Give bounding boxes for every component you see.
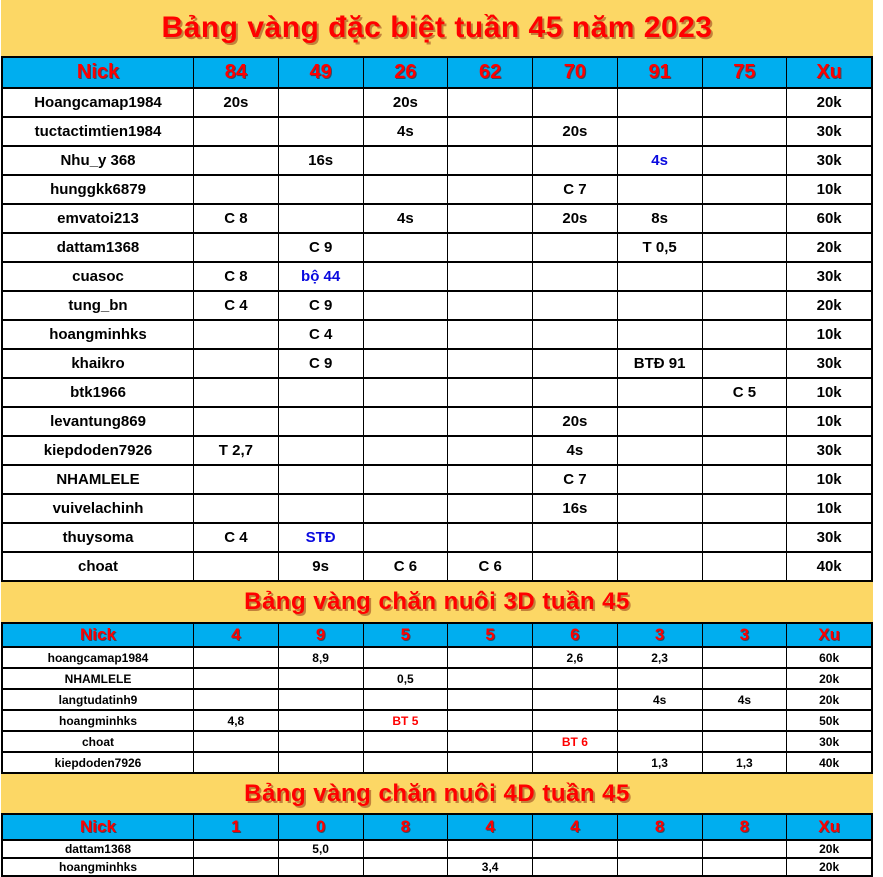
nick-cell: thuysoma (3, 524, 193, 551)
value-cell (618, 669, 702, 688)
value-cell: 4s (703, 690, 787, 709)
special-board-body (1, 87, 873, 582)
header-cell-3: 3 (618, 624, 702, 646)
nick-cell: NHAMLELE (3, 669, 193, 688)
value-cell (279, 495, 363, 522)
value-cell (533, 89, 617, 116)
value-cell (448, 292, 532, 319)
value-cell: 20s (364, 89, 448, 116)
special-board-header-row (1, 56, 873, 87)
value-cell: 3,4 (448, 859, 532, 875)
value-cell (448, 841, 532, 857)
value-cell: 2,6 (533, 648, 617, 667)
header-cell-3: 3 (703, 624, 787, 646)
header-cell-4: 4 (448, 815, 532, 839)
value-cell (533, 669, 617, 688)
xu-cell: 10k (787, 176, 871, 203)
channuoi-3d-body (1, 646, 873, 774)
nick-cell: Hoangcamap1984 (3, 89, 193, 116)
value-cell (533, 524, 617, 551)
value-cell (194, 379, 278, 406)
xu-cell: 30k (787, 118, 871, 145)
value-cell (194, 234, 278, 261)
value-cell (703, 118, 787, 145)
value-cell (533, 147, 617, 174)
value-cell (279, 89, 363, 116)
value-cell (194, 669, 278, 688)
value-cell (194, 753, 278, 772)
nick-cell: emvatoi213 (3, 205, 193, 232)
value-cell (618, 379, 702, 406)
value-cell (533, 321, 617, 348)
header-cell-8: 8 (364, 815, 448, 839)
header-cell-xu: Xu (787, 58, 871, 87)
value-cell (618, 263, 702, 290)
value-cell: 1,3 (703, 753, 787, 772)
nick-cell: levantung869 (3, 408, 193, 435)
nick-cell: hoangcamap1984 (3, 648, 193, 667)
value-cell: 20s (533, 408, 617, 435)
value-cell (279, 732, 363, 751)
header-cell-4: 4 (533, 815, 617, 839)
value-cell (448, 263, 532, 290)
value-cell (279, 205, 363, 232)
value-cell (364, 234, 448, 261)
value-cell (448, 648, 532, 667)
value-cell: C 5 (703, 379, 787, 406)
xu-cell: 20k (787, 841, 871, 857)
value-cell: C 7 (533, 466, 617, 493)
xu-cell: 30k (787, 437, 871, 464)
value-cell: 20s (194, 89, 278, 116)
value-cell (364, 648, 448, 667)
value-cell (703, 669, 787, 688)
value-cell: C 8 (194, 205, 278, 232)
xu-cell: 60k (787, 648, 871, 667)
value-cell: 4s (533, 437, 617, 464)
value-cell (618, 524, 702, 551)
value-cell: C 4 (279, 321, 363, 348)
value-cell (618, 118, 702, 145)
nick-cell: dattam1368 (3, 841, 193, 857)
value-cell (533, 292, 617, 319)
value-cell (703, 234, 787, 261)
xu-cell: 10k (787, 379, 871, 406)
value-cell: 20s (533, 205, 617, 232)
value-cell: 4s (364, 205, 448, 232)
value-cell (703, 648, 787, 667)
value-cell (448, 147, 532, 174)
xu-cell: 20k (787, 89, 871, 116)
value-cell (364, 732, 448, 751)
value-cell (703, 495, 787, 522)
value-cell: bộ 44 (279, 263, 363, 290)
value-cell (194, 648, 278, 667)
value-cell: C 8 (194, 263, 278, 290)
value-cell (364, 292, 448, 319)
value-cell (448, 118, 532, 145)
value-cell (448, 205, 532, 232)
header-cell-xu: Xu (787, 815, 871, 839)
value-cell: 0,5 (364, 669, 448, 688)
special-board-title: Bảng vàng đặc biệt tuần 45 năm 2023 (1, 0, 873, 56)
value-cell (364, 321, 448, 348)
value-cell (194, 690, 278, 709)
header-cell-70: 70 (533, 58, 617, 87)
value-cell (194, 466, 278, 493)
value-cell (279, 753, 363, 772)
nick-cell: kiepdoden7926 (3, 437, 193, 464)
value-cell (194, 732, 278, 751)
value-cell (448, 176, 532, 203)
value-cell (618, 89, 702, 116)
nick-cell: dattam1368 (3, 234, 193, 261)
value-cell: T 0,5 (618, 234, 702, 261)
value-cell (279, 408, 363, 435)
gold-board-page (1, 0, 873, 877)
value-cell (364, 841, 448, 857)
value-cell (703, 176, 787, 203)
nick-cell: hoangminhks (3, 321, 193, 348)
value-cell: BT 6 (533, 732, 617, 751)
value-cell (618, 321, 702, 348)
xu-cell: 50k (787, 711, 871, 730)
value-cell: C 6 (364, 553, 448, 580)
value-cell (364, 263, 448, 290)
xu-cell: 20k (787, 669, 871, 688)
header-cell-5: 5 (364, 624, 448, 646)
value-cell: 8s (618, 205, 702, 232)
value-cell (703, 147, 787, 174)
value-cell: 9s (279, 553, 363, 580)
value-cell (533, 553, 617, 580)
value-cell (703, 408, 787, 435)
value-cell (533, 711, 617, 730)
value-cell (448, 690, 532, 709)
xu-cell: 30k (787, 263, 871, 290)
header-cell-9: 9 (279, 624, 363, 646)
value-cell: 8,9 (279, 648, 363, 667)
channuoi-4d-body (1, 839, 873, 877)
value-cell (618, 466, 702, 493)
nick-cell: hoangminhks (3, 859, 193, 875)
value-cell (703, 466, 787, 493)
header-cell-75: 75 (703, 58, 787, 87)
xu-cell: 30k (787, 350, 871, 377)
value-cell (279, 466, 363, 493)
value-cell: 4s (618, 690, 702, 709)
nick-cell: khaikro (3, 350, 193, 377)
nick-cell: hoangminhks (3, 711, 193, 730)
value-cell (703, 263, 787, 290)
xu-cell: 10k (787, 466, 871, 493)
value-cell (533, 234, 617, 261)
value-cell (448, 234, 532, 261)
value-cell (364, 147, 448, 174)
xu-cell: 20k (787, 234, 871, 261)
value-cell (448, 524, 532, 551)
header-cell-6: 6 (533, 624, 617, 646)
value-cell: C 9 (279, 350, 363, 377)
value-cell (618, 176, 702, 203)
value-cell (618, 408, 702, 435)
value-cell (703, 292, 787, 319)
value-cell (279, 379, 363, 406)
special-week-board (1, 0, 873, 582)
value-cell (448, 350, 532, 377)
value-cell (618, 732, 702, 751)
value-cell (279, 176, 363, 203)
value-cell: T 2,7 (194, 437, 278, 464)
value-cell (703, 350, 787, 377)
value-cell (194, 350, 278, 377)
value-cell (618, 711, 702, 730)
xu-cell: 30k (787, 147, 871, 174)
value-cell: C 9 (279, 234, 363, 261)
value-cell (533, 753, 617, 772)
value-cell (279, 711, 363, 730)
value-cell (448, 732, 532, 751)
xu-cell: 20k (787, 859, 871, 875)
value-cell (194, 408, 278, 435)
value-cell (448, 669, 532, 688)
xu-cell: 10k (787, 321, 871, 348)
value-cell (364, 176, 448, 203)
value-cell (448, 495, 532, 522)
xu-cell: 30k (787, 732, 871, 751)
value-cell: C 4 (194, 524, 278, 551)
value-cell: BT 5 (364, 711, 448, 730)
value-cell (194, 321, 278, 348)
xu-cell: 60k (787, 205, 871, 232)
value-cell (448, 408, 532, 435)
header-cell-1: 1 (194, 815, 278, 839)
channuoi-4d-title: Bảng vàng chăn nuôi 4D tuần 45 (1, 774, 873, 813)
value-cell (194, 118, 278, 145)
value-cell (194, 495, 278, 522)
header-cell-nick: Nick (3, 815, 193, 839)
nick-cell: btk1966 (3, 379, 193, 406)
value-cell (533, 350, 617, 377)
value-cell: 4,8 (194, 711, 278, 730)
value-cell (364, 408, 448, 435)
nick-cell: choat (3, 732, 193, 751)
value-cell: C 7 (533, 176, 617, 203)
value-cell: BTĐ 91 (618, 350, 702, 377)
value-cell (364, 524, 448, 551)
nick-cell: Nhu_y 368 (3, 147, 193, 174)
value-cell (364, 437, 448, 464)
header-cell-26: 26 (364, 58, 448, 87)
value-cell (533, 690, 617, 709)
value-cell: 1,3 (618, 753, 702, 772)
value-cell (194, 147, 278, 174)
nick-cell: NHAMLELE (3, 466, 193, 493)
value-cell (703, 841, 787, 857)
channuoi-3d-header-row (1, 622, 873, 646)
header-cell-nick: Nick (3, 58, 193, 87)
value-cell (448, 711, 532, 730)
value-cell: 2,3 (618, 648, 702, 667)
value-cell (364, 495, 448, 522)
value-cell (364, 379, 448, 406)
value-cell: 5,0 (279, 841, 363, 857)
value-cell (279, 118, 363, 145)
xu-cell: 10k (787, 408, 871, 435)
value-cell (194, 176, 278, 203)
header-cell-nick: Nick (3, 624, 193, 646)
value-cell: 4s (364, 118, 448, 145)
xu-cell: 20k (787, 690, 871, 709)
value-cell (703, 553, 787, 580)
xu-cell: 10k (787, 495, 871, 522)
xu-cell: 20k (787, 292, 871, 319)
value-cell: STĐ (279, 524, 363, 551)
value-cell (703, 524, 787, 551)
xu-cell: 40k (787, 753, 871, 772)
value-cell (364, 753, 448, 772)
value-cell (703, 711, 787, 730)
value-cell (279, 437, 363, 464)
value-cell (279, 669, 363, 688)
nick-cell: langtudatinh9 (3, 690, 193, 709)
xu-cell: 40k (787, 553, 871, 580)
value-cell (364, 690, 448, 709)
nick-cell: kiepdoden7926 (3, 753, 193, 772)
value-cell: C 6 (448, 553, 532, 580)
value-cell (448, 466, 532, 493)
value-cell: 16s (279, 147, 363, 174)
xu-cell: 30k (787, 524, 871, 551)
header-cell-49: 49 (279, 58, 363, 87)
value-cell (279, 690, 363, 709)
value-cell (448, 753, 532, 772)
nick-cell: tuctactimtien1984 (3, 118, 193, 145)
value-cell (618, 553, 702, 580)
value-cell (703, 321, 787, 348)
value-cell: 16s (533, 495, 617, 522)
header-cell-84: 84 (194, 58, 278, 87)
header-cell-0: 0 (279, 815, 363, 839)
value-cell (364, 350, 448, 377)
nick-cell: cuasoc (3, 263, 193, 290)
value-cell (448, 89, 532, 116)
header-cell-8: 8 (618, 815, 702, 839)
value-cell: C 4 (194, 292, 278, 319)
value-cell: 4s (618, 147, 702, 174)
value-cell (448, 437, 532, 464)
value-cell (448, 379, 532, 406)
nick-cell: tung_bn (3, 292, 193, 319)
nick-cell: choat (3, 553, 193, 580)
value-cell (703, 437, 787, 464)
value-cell (703, 89, 787, 116)
value-cell (618, 437, 702, 464)
value-cell (618, 292, 702, 319)
value-cell (703, 205, 787, 232)
value-cell: C 9 (279, 292, 363, 319)
value-cell (533, 841, 617, 857)
header-cell-62: 62 (448, 58, 532, 87)
value-cell (194, 841, 278, 857)
value-cell (618, 841, 702, 857)
nick-cell: vuivelachinh (3, 495, 193, 522)
value-cell (448, 321, 532, 348)
value-cell (703, 732, 787, 751)
value-cell (533, 379, 617, 406)
header-cell-8: 8 (703, 815, 787, 839)
nick-cell: hunggkk6879 (3, 176, 193, 203)
value-cell (618, 495, 702, 522)
value-cell (364, 466, 448, 493)
value-cell (533, 263, 617, 290)
header-cell-xu: Xu (787, 624, 871, 646)
header-cell-4: 4 (194, 624, 278, 646)
value-cell (194, 553, 278, 580)
header-cell-91: 91 (618, 58, 702, 87)
channuoi-4d-board (1, 774, 873, 877)
header-cell-5: 5 (448, 624, 532, 646)
channuoi-3d-title: Bảng vàng chăn nuôi 3D tuần 45 (1, 582, 873, 622)
channuoi-3d-board (1, 582, 873, 774)
value-cell: 20s (533, 118, 617, 145)
channuoi-4d-header-row (1, 813, 873, 839)
